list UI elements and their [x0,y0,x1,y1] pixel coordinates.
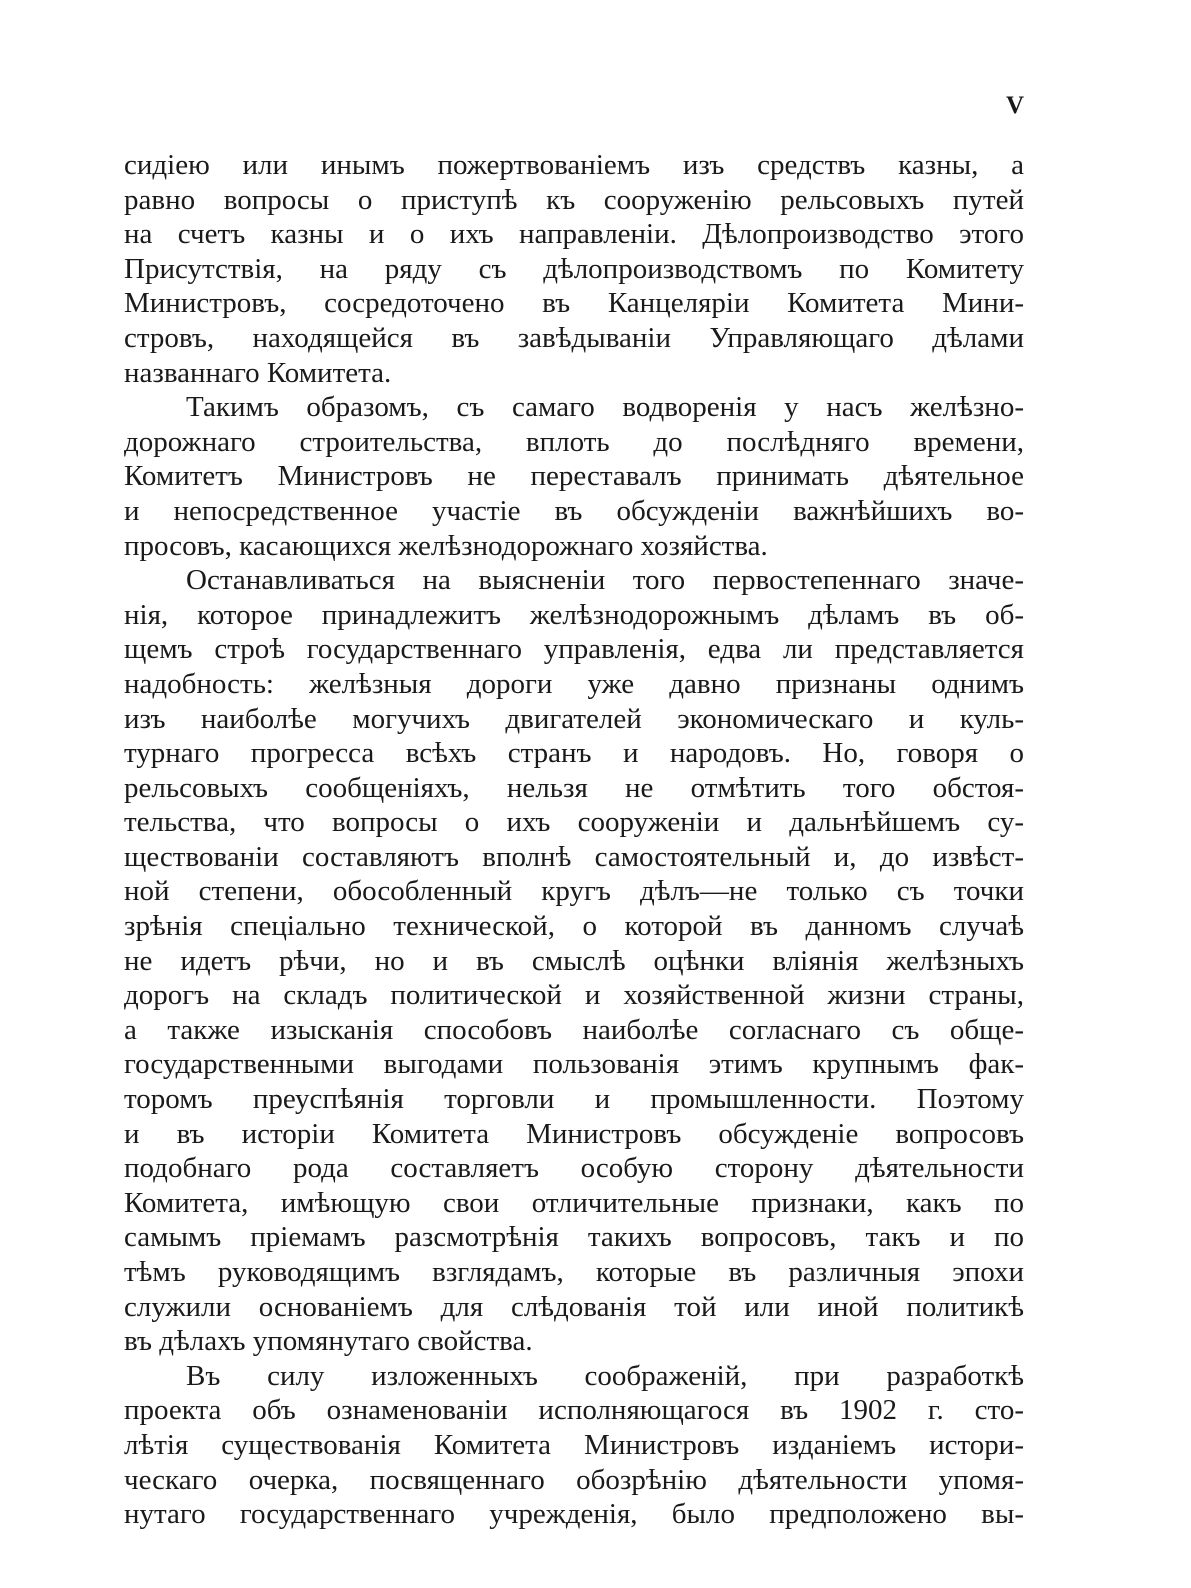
text-line: Комитета, имѣющую свои отличительные признаки, какъ по [124,1186,1024,1219]
text-line: служили основаніемъ для слѣдованія той или иной политикѣ [124,1290,1024,1323]
text-line: а также изысканія способовъ наиболѣе согласнаго съ обще- [124,1013,1024,1046]
text-line: рельсовыхъ сообщеніяхъ, нельзя не отмѣтить того обстоя- [124,771,1024,804]
text-line: стровъ, находящейся въ завѣдываніи Управляющаго дѣлами [124,321,1024,354]
text-line: не идетъ рѣчи, но и въ смыслѣ оцѣнки вліянія желѣзныхъ [124,944,1024,977]
text-line: тельства, что вопросы о ихъ сооруженіи и дальнѣйшемъ су- [124,806,1024,839]
paragraph [124,1359,1024,1532]
text-line: нутаго государственнаго учрежденія, было предположено вы- [124,1498,1024,1531]
text-line: турнаго прогресса всѣхъ странъ и народовъ. Но, говоря о [124,737,1024,770]
text-line: сидіею или инымъ пожертвованіемъ изъ средствъ казны, а [124,149,1024,181]
text-line: Министровъ, сосредоточено въ Канцеляріи Комитета Мини- [124,287,1024,320]
text-line: проекта объ ознаменованіи исполняющагося въ 1902 г. сто- [124,1394,1024,1427]
text-line: самымъ пріемамъ разсмотрѣнія такихъ вопросовъ, такъ и по [124,1221,1024,1254]
paragraph [124,563,1024,1359]
text-line: названнаго Комитета. [124,356,392,389]
text-line: Такимъ образомъ, съ самаго водворенія у насъ желѣзно- [186,391,1024,424]
text-line: подобнаго рода составляетъ особую сторону дѣятельности [124,1152,1024,1185]
body-text [124,148,1024,1532]
text-line: и въ исторіи Комитета Министровъ обсужденіе вопросовъ [124,1117,1024,1150]
text-line: дорожнаго строительства, вплоть до послѣдняго времени, [124,425,1024,458]
text-line: просовъ, касающихся желѣзнодорожнаго хозяйства. [124,529,768,562]
text-line: ческаго очерка, посвященнаго обозрѣнію дѣятельности упомя- [124,1463,1024,1496]
text-line: нія, которое принадлежитъ желѣзнодорожнымъ дѣламъ въ об- [124,598,1024,631]
text-line: Комитетъ Министровъ не переставалъ принимать дѣятельное [124,460,1024,493]
text-line: надобность: желѣзныя дороги уже давно признаны однимъ [124,667,1024,700]
text-line: щемъ строѣ государственнаго управленія, едва ли представляется [124,633,1024,666]
text-line: и непосредственное участіе въ обсужденіи важнѣйшихъ во- [124,494,1024,527]
text-line: ной степени, обособленный кругъ дѣлъ—не только съ точки [124,875,1024,908]
text-line: Въ силу изложенныхъ соображеній, при разработкѣ [186,1359,1024,1392]
page-number: V [1005,92,1025,119]
text-line: дорогъ на складъ политической и хозяйственной жизни страны, [124,979,1024,1012]
text-line: тѣмъ руководящимъ взглядамъ, которые въ различныя эпохи [124,1256,1024,1288]
text-line: лѣтія существованія Комитета Министровъ изданіемъ истори- [124,1428,1024,1461]
text-line: торомъ преуспѣянія торговли и промышленности. Поэтому [124,1083,1024,1116]
text-line: равно вопросы о приступѣ къ сооруженію рельсовыхъ путей [124,183,1024,216]
paragraph [124,390,1024,563]
paragraph [124,148,1024,390]
text-line: государственными выгодами пользованія этимъ крупнымъ фак- [124,1048,1024,1081]
text-line: на счетъ казны и о ихъ направленіи. Дѣлопроизводство этого [124,218,1024,251]
text-line: ществованіи составляютъ вполнѣ самостоятельный и, до извѣст- [124,840,1024,873]
text-line: зрѣнія спеціально технической, о которой въ данномъ случаѣ [124,910,1024,943]
text-line: Останавливаться на выясненіи того первостепеннаго значе- [186,564,1024,597]
text-line: Присутствія, на ряду съ дѣлопроизводствомъ по Комитету [124,252,1024,285]
text-line: изъ наиболѣе могучихъ двигателей экономическаго и куль- [124,702,1024,735]
text-line: въ дѣлахъ упомянутаго свойства. [124,1325,533,1358]
